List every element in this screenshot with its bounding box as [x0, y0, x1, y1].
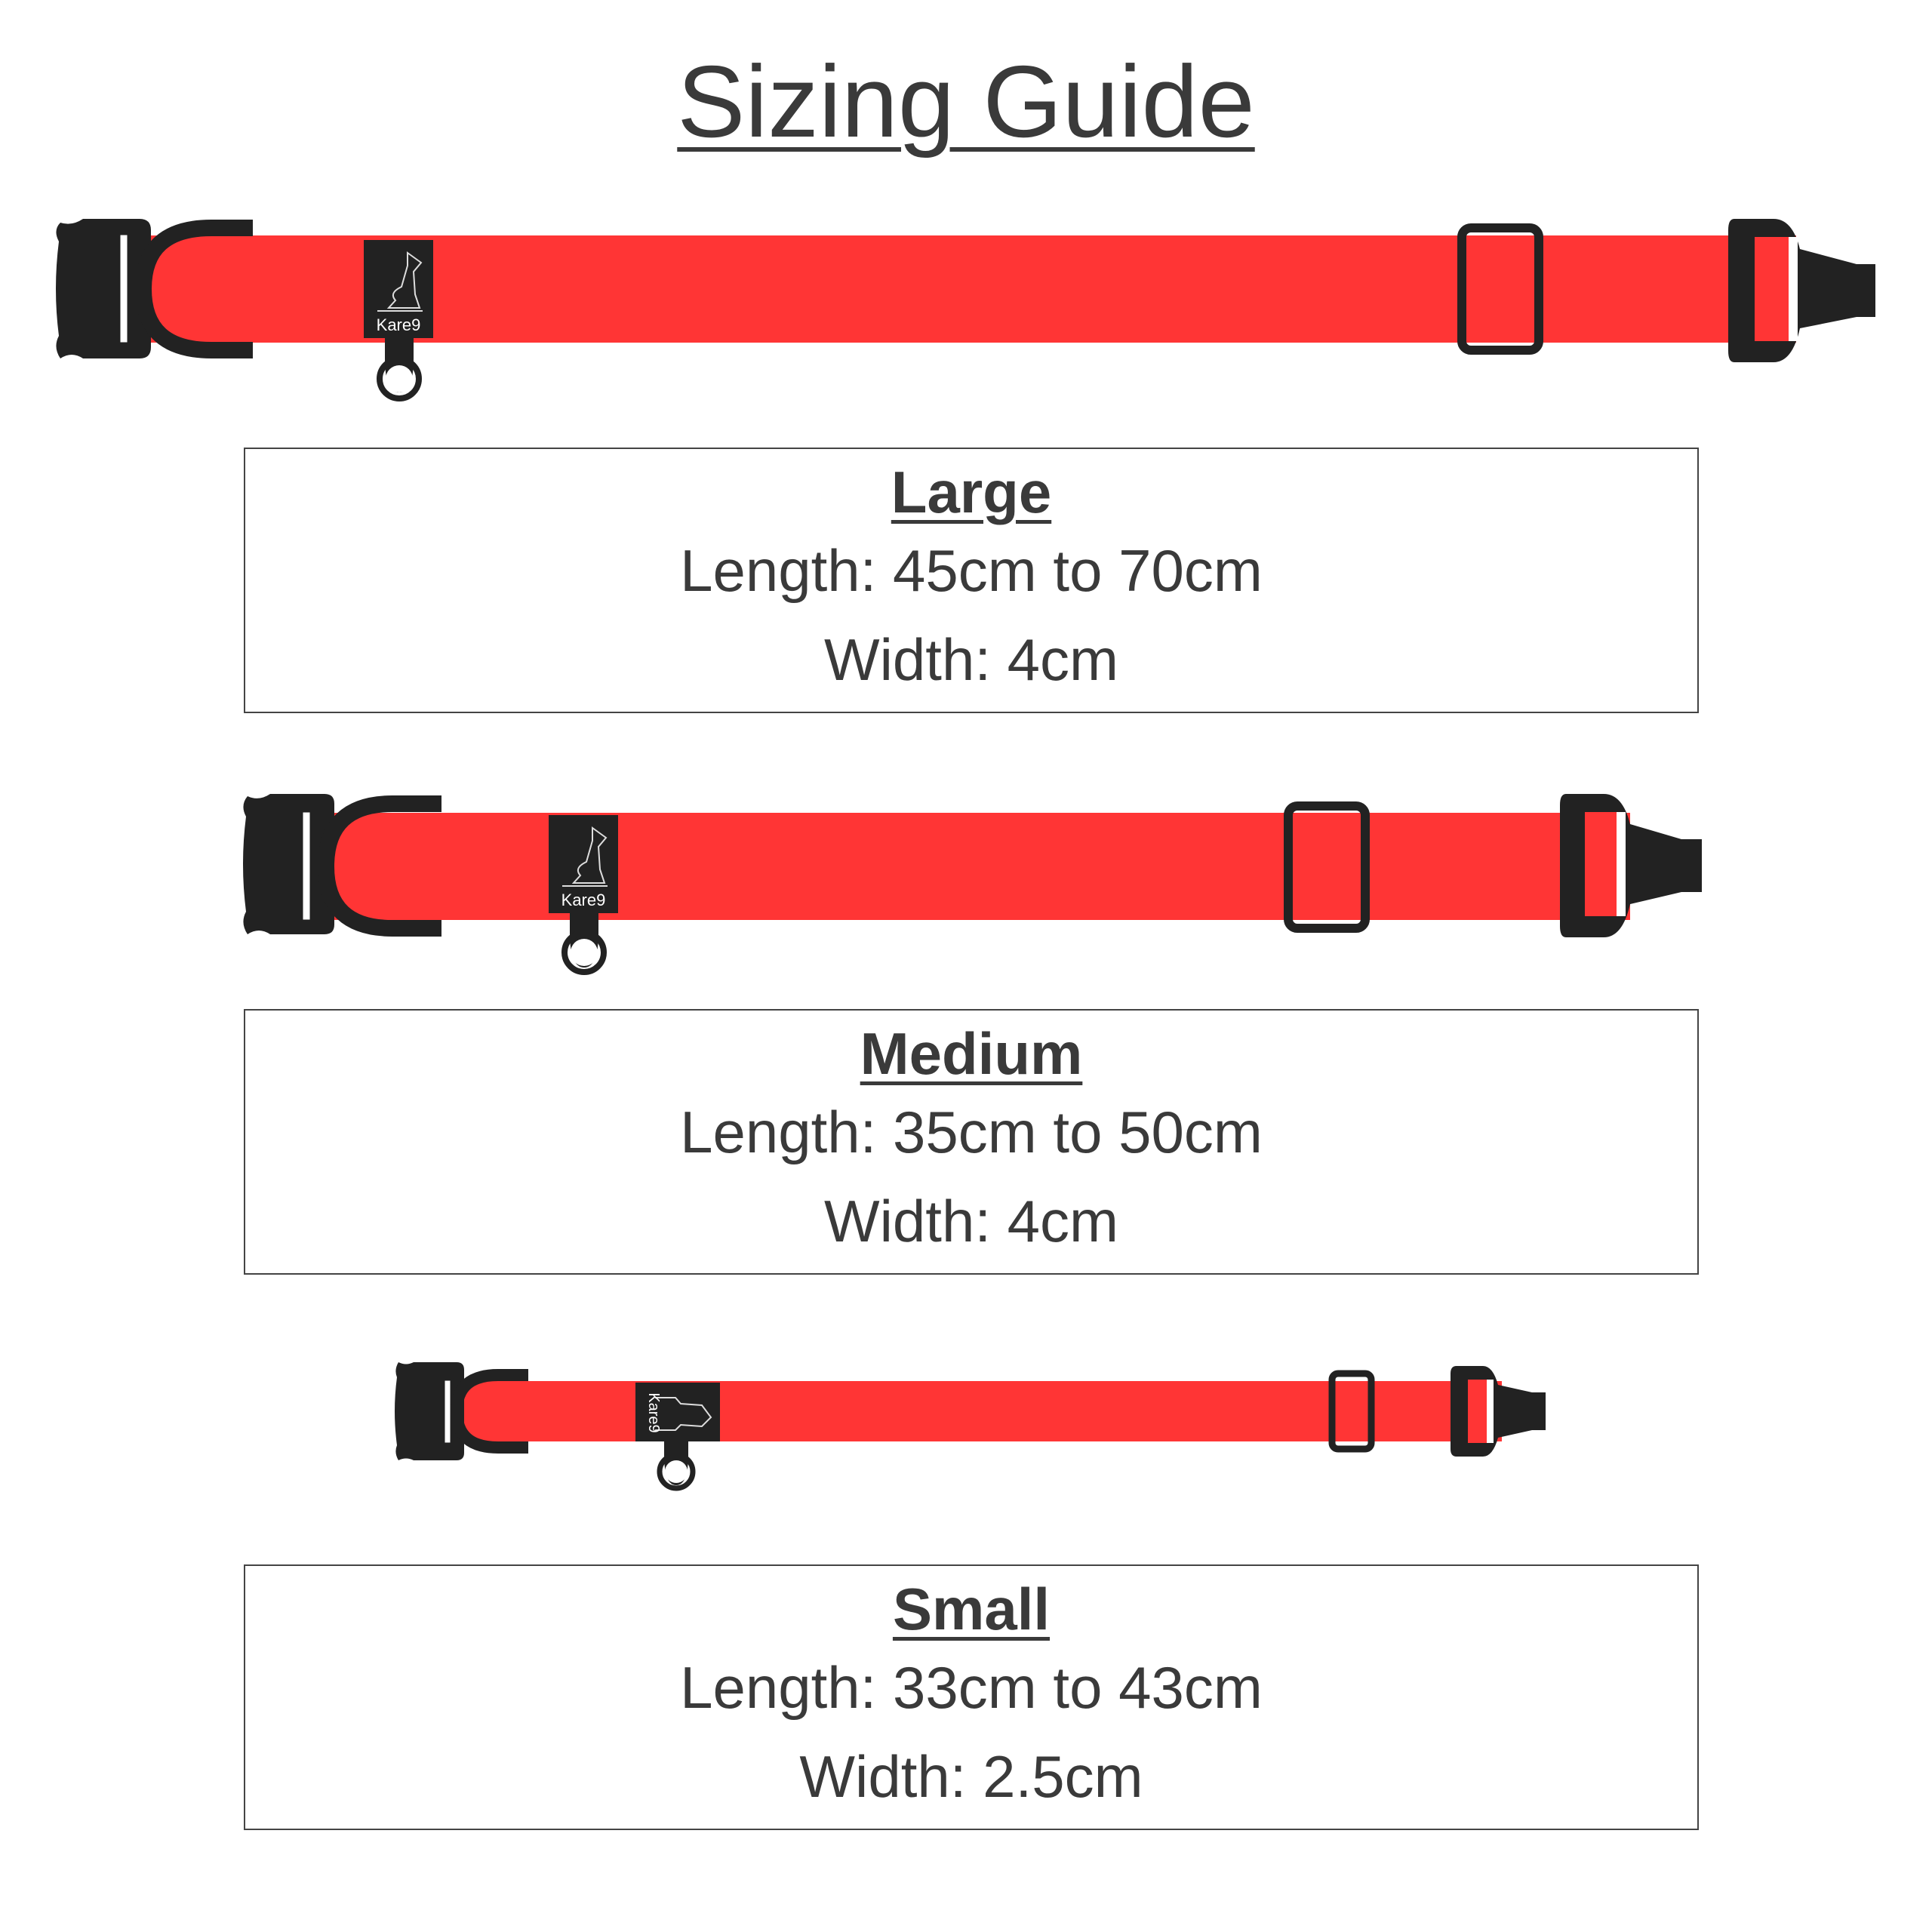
- buckle-male-icon: [1728, 219, 1875, 362]
- brand-tag-label: Kare9: [561, 891, 606, 909]
- buckle-male-icon: [1560, 794, 1702, 937]
- medium-collar-illustration: [0, 785, 1932, 981]
- length-range: Length: 35cm to 50cm: [680, 1099, 1263, 1165]
- size-card-large: [244, 448, 1699, 713]
- width-value: Width: 4cm: [823, 1188, 1119, 1254]
- page-title: Sizing Guide: [677, 45, 1255, 158]
- size-name: Medium: [860, 1020, 1083, 1087]
- buckle-male-icon: [1451, 1366, 1546, 1457]
- length-range: Length: 33cm to 43cm: [680, 1654, 1263, 1721]
- large-collar-illustration: [0, 211, 1932, 408]
- brand-tag-label: Kare9: [376, 315, 421, 334]
- width-value: Width: 4cm: [823, 626, 1119, 693]
- collar-strap: [309, 813, 1630, 920]
- size-name: Large: [891, 459, 1052, 525]
- width-value: Width: 2.5cm: [799, 1743, 1143, 1810]
- size-card-medium: [244, 1009, 1699, 1275]
- length-range: Length: 45cm to 70cm: [680, 537, 1263, 604]
- size-name: Small: [892, 1576, 1051, 1642]
- brand-tag-label: Kare9: [645, 1392, 662, 1433]
- collar-strap: [445, 1381, 1502, 1441]
- small-collar-illustration: [0, 1351, 1932, 1502]
- size-card-small: [244, 1564, 1699, 1830]
